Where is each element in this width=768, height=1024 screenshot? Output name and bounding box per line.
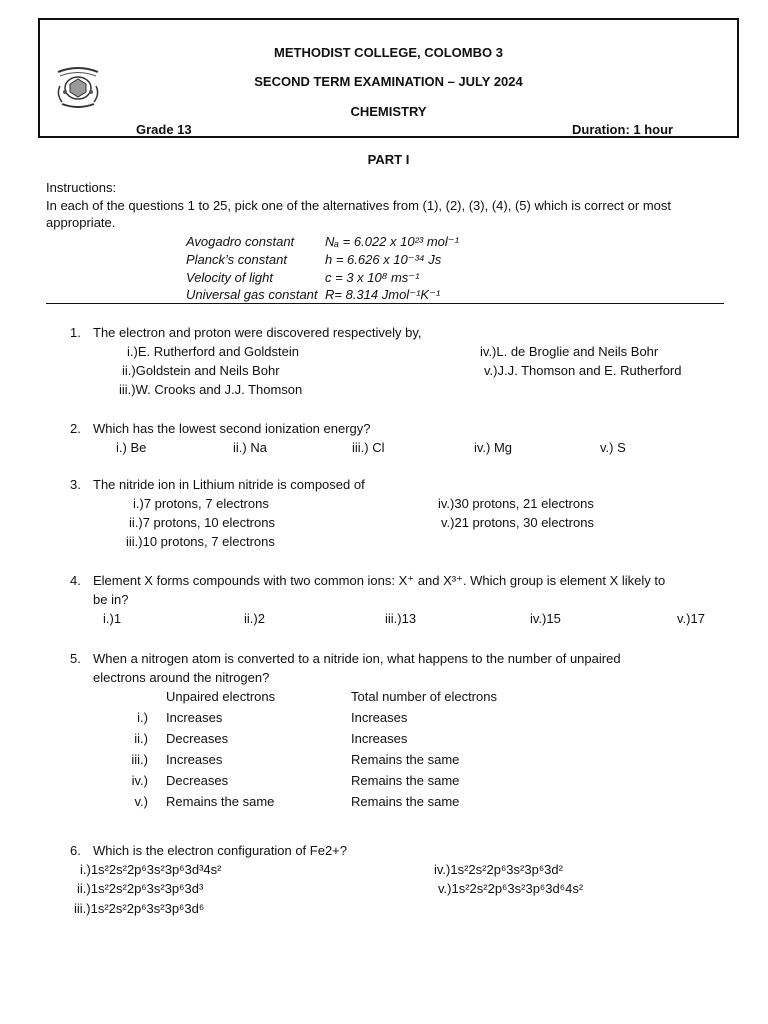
divider [46, 303, 724, 304]
option: i.)E. Rutherford and Goldstein [127, 344, 299, 359]
option: v.)1s²2s²2p⁶3s²3p⁶3d⁶4s² [438, 881, 584, 896]
row-label: ii.) [134, 731, 148, 746]
row-cell: Decreases [166, 773, 229, 788]
row-label: i.) [137, 710, 148, 725]
row-label: iii.) [131, 752, 148, 767]
question-text: When a nitrogen atom is converted to a nitride ion, what happens to the number of unpaired [93, 651, 621, 666]
option: ii.)7 protons, 10 electrons [129, 515, 275, 530]
option: v.)17 [677, 611, 705, 626]
duration: Duration: 1 hour [572, 122, 674, 137]
constant-name: Planck’s constant [186, 252, 287, 267]
option: v.)21 protons, 30 electrons [441, 515, 594, 530]
question-text: Which is the electron configuration of Fe2+? [93, 843, 348, 858]
row-cell: Remains the same [351, 752, 460, 767]
subject: CHEMISTRY [350, 104, 427, 119]
row-cell: Decreases [166, 731, 229, 746]
constant-value: R= 8.314 Jmol⁻¹K⁻¹ [325, 287, 441, 302]
option: v.) S [600, 440, 626, 455]
option: i.)7 protons, 7 electrons [133, 496, 269, 511]
question-number: 2. [70, 421, 81, 436]
option: ii.) Na [233, 440, 267, 455]
column-header: Unpaired electrons [166, 689, 276, 704]
column-header: Total number of electrons [351, 689, 497, 704]
option: iv.) Mg [474, 440, 513, 455]
option: iii.)10 protons, 7 electrons [126, 534, 275, 549]
constant-value: h = 6.626 x 10⁻³⁴ Js [325, 252, 442, 267]
option: v.)J.J. Thomson and E. Rutherford [484, 363, 682, 378]
option: iii.)1s²2s²2p⁶3s²3p⁶3d⁶ [74, 901, 205, 916]
option: iii.)13 [385, 611, 417, 626]
question-text: Which has the lowest second ionization energy? [93, 421, 371, 436]
question-text: The nitride ion in Lithium nitride is composed of [93, 477, 365, 492]
option: iv.)15 [530, 611, 561, 626]
option: iv.)30 protons, 21 electrons [438, 496, 594, 511]
question-number: 6. [70, 843, 81, 858]
question-number: 5. [70, 651, 81, 666]
option: iii.) Cl [352, 440, 385, 455]
question-number: 4. [70, 573, 81, 588]
row-cell: Increases [351, 731, 408, 746]
option: i.) Be [116, 440, 147, 455]
question-text: The electron and proton were discovered respectively by, [93, 325, 422, 340]
row-cell: Increases [166, 710, 223, 725]
instructions-heading: Instructions: [46, 180, 117, 195]
exam-title: SECOND TERM EXAMINATION – JULY 2024 [254, 74, 523, 89]
option: ii.)2 [244, 611, 265, 626]
constant-name: Universal gas constant [186, 287, 318, 302]
row-cell: Remains the same [351, 773, 460, 788]
option: ii.)Goldstein and Neils Bohr [122, 363, 280, 378]
question-number: 3. [70, 477, 81, 492]
row-label: v.) [134, 794, 148, 809]
option: iii.)W. Crooks and J.J. Thomson [119, 382, 303, 397]
row-cell: Increases [166, 752, 223, 767]
grade: Grade 13 [136, 122, 192, 137]
instructions-line-1: In each of the questions 1 to 25, pick one of the alternatives from (1), (2), (3), (4), (5) which is correct or most [46, 198, 671, 213]
question-number: 1. [70, 325, 81, 340]
option: iv.)1s²2s²2p⁶3s²3p⁶3d² [434, 862, 563, 877]
constant-value: Nₐ = 6.022 x 10²³ mol⁻¹ [325, 234, 459, 249]
row-cell: Increases [351, 710, 408, 725]
part-title: PART I [367, 152, 410, 167]
question-text: Element X forms compounds with two common ions: X⁺ and X³⁺. Which group is element X likely to [93, 573, 666, 588]
option: i.)1s²2s²2p⁶3s²3p⁶3d³4s² [80, 862, 222, 877]
constant-value: c = 3 x 10⁸ ms⁻¹ [325, 270, 420, 285]
option: ii.)1s²2s²2p⁶3s²3p⁶3d³ [77, 881, 204, 896]
row-label: iv.) [131, 773, 148, 788]
constant-name: Avogadro constant [186, 234, 295, 249]
option: iv.)L. de Broglie and Neils Bohr [480, 344, 659, 359]
row-cell: Remains the same [166, 794, 275, 809]
row-cell: Remains the same [351, 794, 460, 809]
question-text: electrons around the nitrogen? [93, 670, 270, 685]
option: i.)1 [103, 611, 122, 626]
school-name: METHODIST COLLEGE, COLOMBO 3 [274, 45, 503, 60]
constant-name: Velocity of light [186, 270, 273, 285]
instructions-line-2: appropriate. [46, 215, 116, 230]
question-text: be in? [93, 592, 129, 607]
